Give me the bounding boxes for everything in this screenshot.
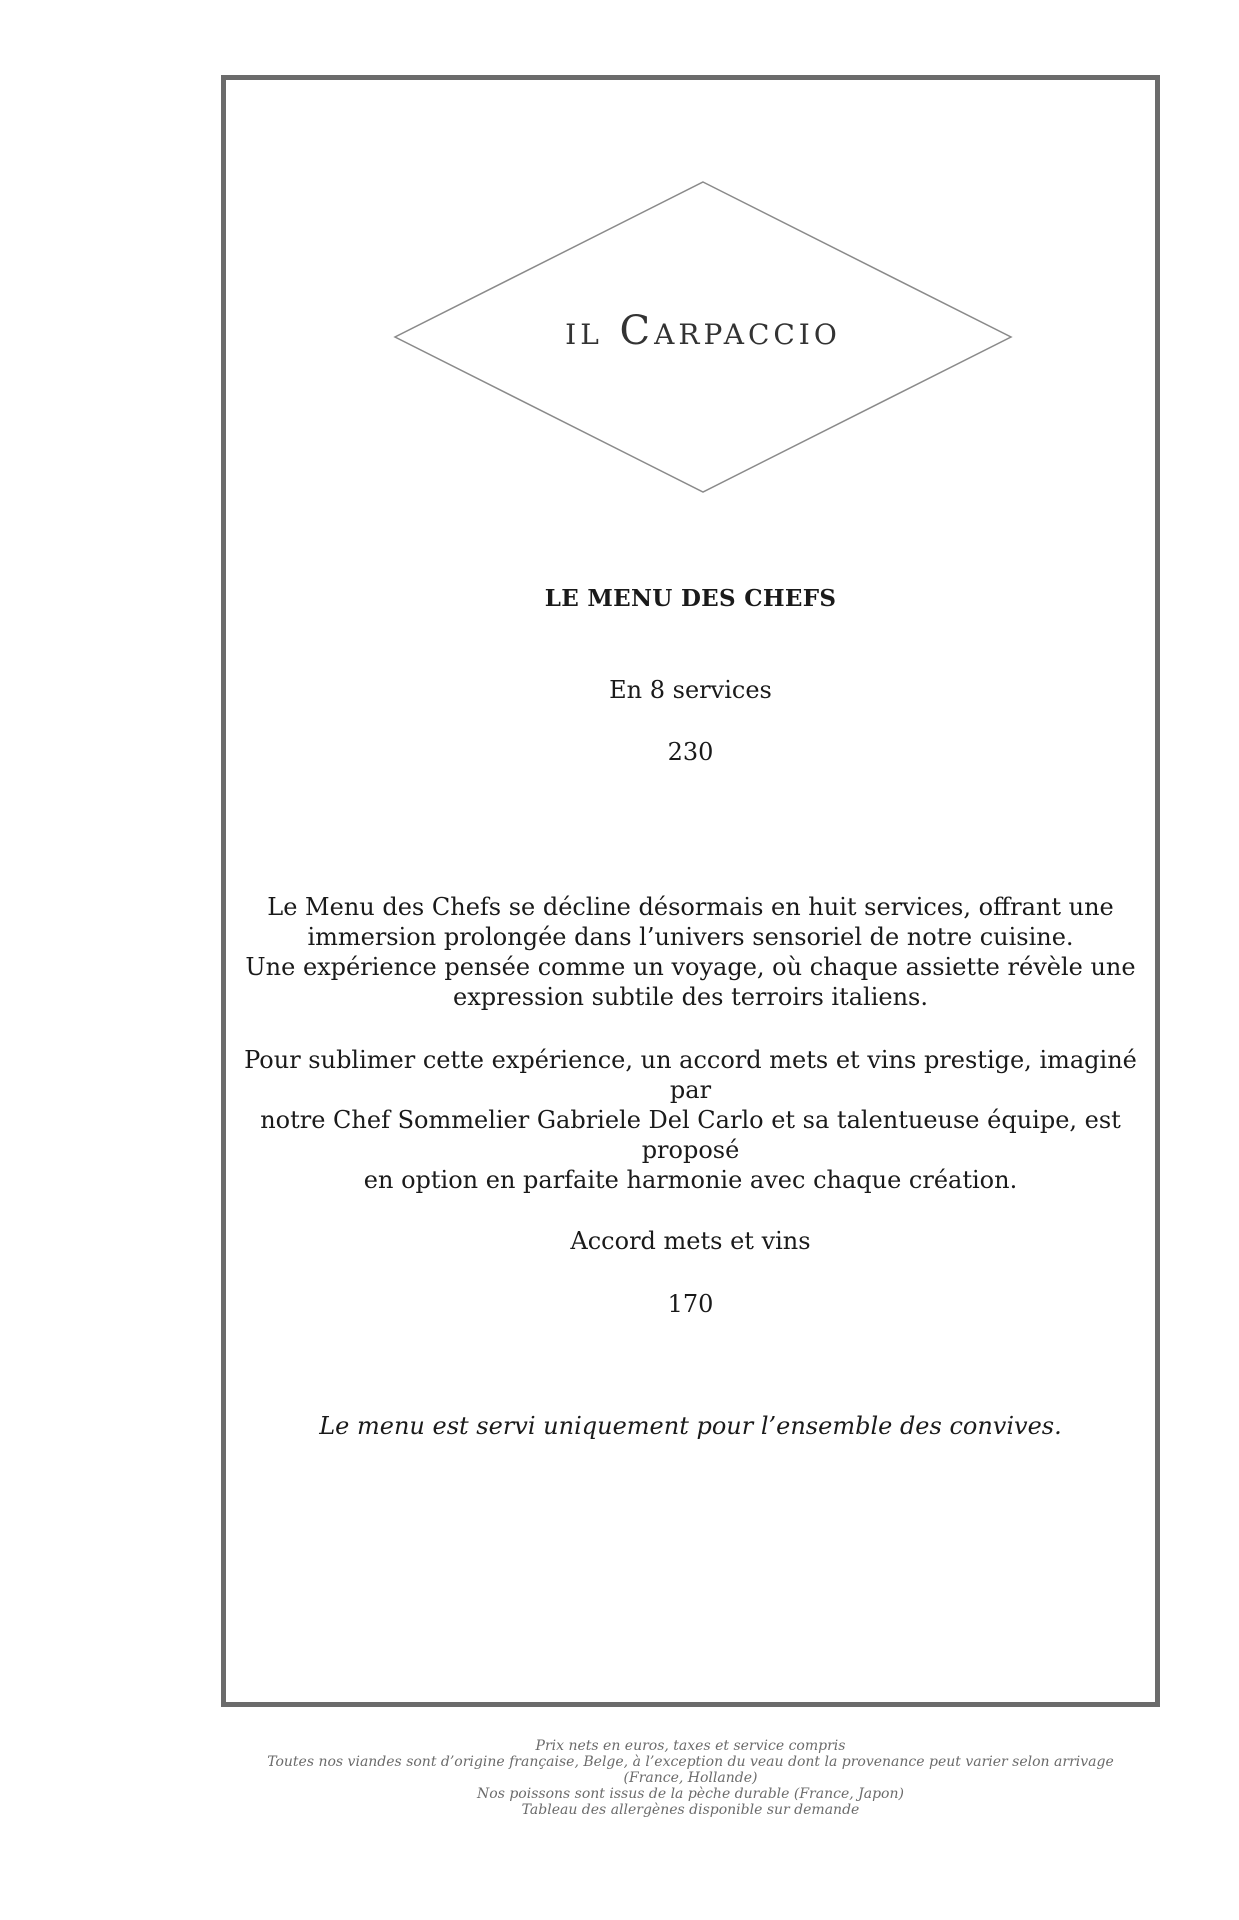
footer-line: Tableau des allergènes disponible sur demande xyxy=(521,1802,860,1818)
service-note: Le menu est servi uniquement pour l’ensemble des convives. xyxy=(319,1412,1062,1440)
menu-price: 230 xyxy=(667,738,714,766)
footer-line: (France, Hollande) xyxy=(623,1770,758,1786)
description-line: immersion prolongée dans l’univers sensoriel de notre cuisine. xyxy=(307,923,1074,951)
description-line: en option en parfaite harmonie avec chaque création. xyxy=(363,1166,1018,1194)
menu-title: LE MENU DES CHEFS xyxy=(544,585,837,612)
description-line: expression subtile des terroirs italiens. xyxy=(452,983,929,1011)
restaurant-logo xyxy=(393,180,1013,495)
logo-text: il Carpaccio xyxy=(565,307,841,354)
footer-notes xyxy=(221,1738,1160,1818)
description-line: Une expérience pensée comme un voyage, où chaque assiette révèle une xyxy=(245,953,1136,981)
description-line: notre Chef Sommelier Gabriele Del Carlo et sa talentueuse équipe, est proposé xyxy=(260,1106,1121,1164)
description-line: Pour sublimer cette expérience, un accord mets et vins prestige, imaginé par xyxy=(244,1046,1137,1104)
wine-pairing-label: Accord mets et vins xyxy=(570,1227,811,1255)
description-paragraph-1 xyxy=(221,892,1160,1012)
menu-subtitle: En 8 services xyxy=(609,676,772,704)
description-paragraph-2 xyxy=(221,1045,1160,1195)
footer-line: Prix nets en euros, taxes et service compris xyxy=(535,1738,846,1754)
footer-line: Toutes nos viandes sont d’origine française, Belge, à l’exception du veau dont la provenance peut varier selon arrivage xyxy=(267,1754,1114,1770)
wine-pairing-price: 170 xyxy=(667,1290,714,1318)
footer-line: Nos poissons sont issus de la pèche durable (France, Japon) xyxy=(477,1786,904,1802)
description-line: Le Menu des Chefs se décline désormais en huit services, offrant une xyxy=(267,893,1114,921)
